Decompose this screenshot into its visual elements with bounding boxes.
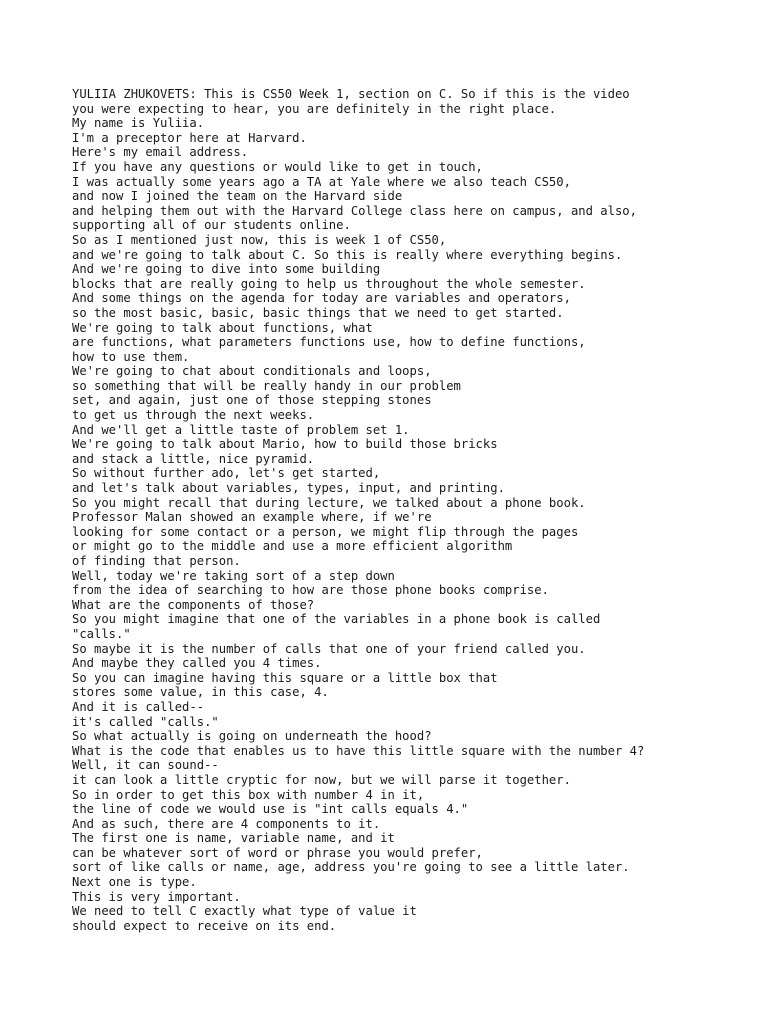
transcript-line: or might go to the middle and use a more efficient algorithm <box>72 539 513 554</box>
transcript-line: and helping them out with the Harvard College class here on campus, and also, <box>72 203 637 218</box>
transcript-line: set, and again, just one of those stepping stones <box>72 393 432 408</box>
transcript-line: We need to tell C exactly what type of value it <box>72 904 417 919</box>
transcript-line: supporting all of our students online. <box>72 218 351 233</box>
transcript-line: Here's my email address. <box>72 145 249 160</box>
transcript-text <box>72 87 752 933</box>
transcript-line: and stack a little, nice pyramid. <box>72 451 315 466</box>
transcript-line: so something that will be really handy in our problem <box>72 378 461 393</box>
transcript-line: stores some value, in this case, 4. <box>72 685 329 700</box>
transcript-line: Next one is type. <box>72 875 197 890</box>
transcript-line: and now I joined the team on the Harvard side <box>72 189 403 204</box>
transcript-line: And maybe they called you 4 times. <box>72 656 322 671</box>
transcript-line: My name is Yuliia. <box>72 116 205 131</box>
transcript-line: it's called "calls." <box>72 714 219 729</box>
transcript-line: So you can imagine having this square or a little box that <box>72 670 498 685</box>
transcript-line: I'm a preceptor here at Harvard. <box>72 130 307 145</box>
transcript-line: So in order to get this box with number 4 in it, <box>72 787 425 802</box>
transcript-line: The first one is name, variable name, and it <box>72 831 395 846</box>
transcript-line: Well, today we're taking sort of a step down <box>72 568 395 583</box>
transcript-line: to get us through the next weeks. <box>72 408 315 423</box>
transcript-line: looking for some contact or a person, we might flip through the pages <box>72 524 579 539</box>
transcript-line: of finding that person. <box>72 554 241 568</box>
transcript-line: the line of code we would use is "int calls equals 4." <box>72 802 469 817</box>
transcript-line: And some things on the agenda for today are variables and operators, <box>72 291 571 306</box>
transcript-line: And we're going to dive into some building <box>72 262 381 277</box>
transcript-line: What are the components of those? <box>72 597 315 612</box>
transcript-line: We're going to chat about conditionals and loops, <box>72 364 432 379</box>
transcript-line: So as I mentioned just now, this is week 1 of CS50, <box>72 232 447 247</box>
transcript-line: and we're going to talk about C. So this is really where everything begins. <box>72 247 623 262</box>
transcript-line: This is very important. <box>72 889 241 904</box>
transcript-line: "calls." <box>72 626 131 641</box>
transcript-line: and let's talk about variables, types, input, and printing. <box>72 481 505 496</box>
transcript-line: so the most basic, basic, basic things that we need to get started. <box>72 305 564 320</box>
transcript-line: And as such, there are 4 components to it. <box>72 816 381 831</box>
transcript-line: If you have any questions or would like to get in touch, <box>72 159 483 174</box>
transcript-line: I was actually some years ago a TA at Yale where we also teach CS50, <box>72 174 571 189</box>
transcript-line: from the idea of searching to how are those phone books comprise. <box>72 583 549 598</box>
transcript-line: Professor Malan showed an example where, if we're <box>72 510 432 525</box>
transcript-line: it can look a little cryptic for now, but we will parse it together. <box>72 772 571 787</box>
transcript-line: YULIIA ZHUKOVETS: This is CS50 Week 1, section on C. So if this is the video <box>72 87 630 101</box>
transcript-line: And we'll get a little taste of problem set 1. <box>72 422 410 437</box>
transcript-line: And it is called-- <box>72 699 205 714</box>
transcript-line: sort of like calls or name, age, address you're going to see a little later. <box>72 860 630 875</box>
transcript-line: We're going to talk about Mario, how to build those bricks <box>72 437 498 452</box>
transcript-line: you were expecting to hear, you are definitely in the right place. <box>72 101 557 116</box>
transcript-line: So you might imagine that one of the variables in a phone book is called <box>72 612 601 627</box>
transcript-line: Well, it can sound-- <box>72 758 219 773</box>
transcript-line: We're going to talk about functions, what <box>72 320 373 335</box>
transcript-line: how to use them. <box>72 349 190 364</box>
transcript-line: So maybe it is the number of calls that one of your friend called you. <box>72 641 586 656</box>
transcript-line: So you might recall that during lecture, we talked about a phone book. <box>72 495 586 510</box>
transcript-line: What is the code that enables us to have this little square with the number 4? <box>72 743 645 758</box>
transcript-line: can be whatever sort of word or phrase you would prefer, <box>72 845 483 860</box>
transcript-line: blocks that are really going to help us throughout the whole semester. <box>72 276 586 291</box>
transcript-line: So without further ado, let's get started, <box>72 466 381 481</box>
transcript-line: are functions, what parameters functions use, how to define functions, <box>72 335 586 350</box>
transcript-line: should expect to receive on its end. <box>72 918 337 933</box>
transcript-line: So what actually is going on underneath the hood? <box>72 729 432 744</box>
